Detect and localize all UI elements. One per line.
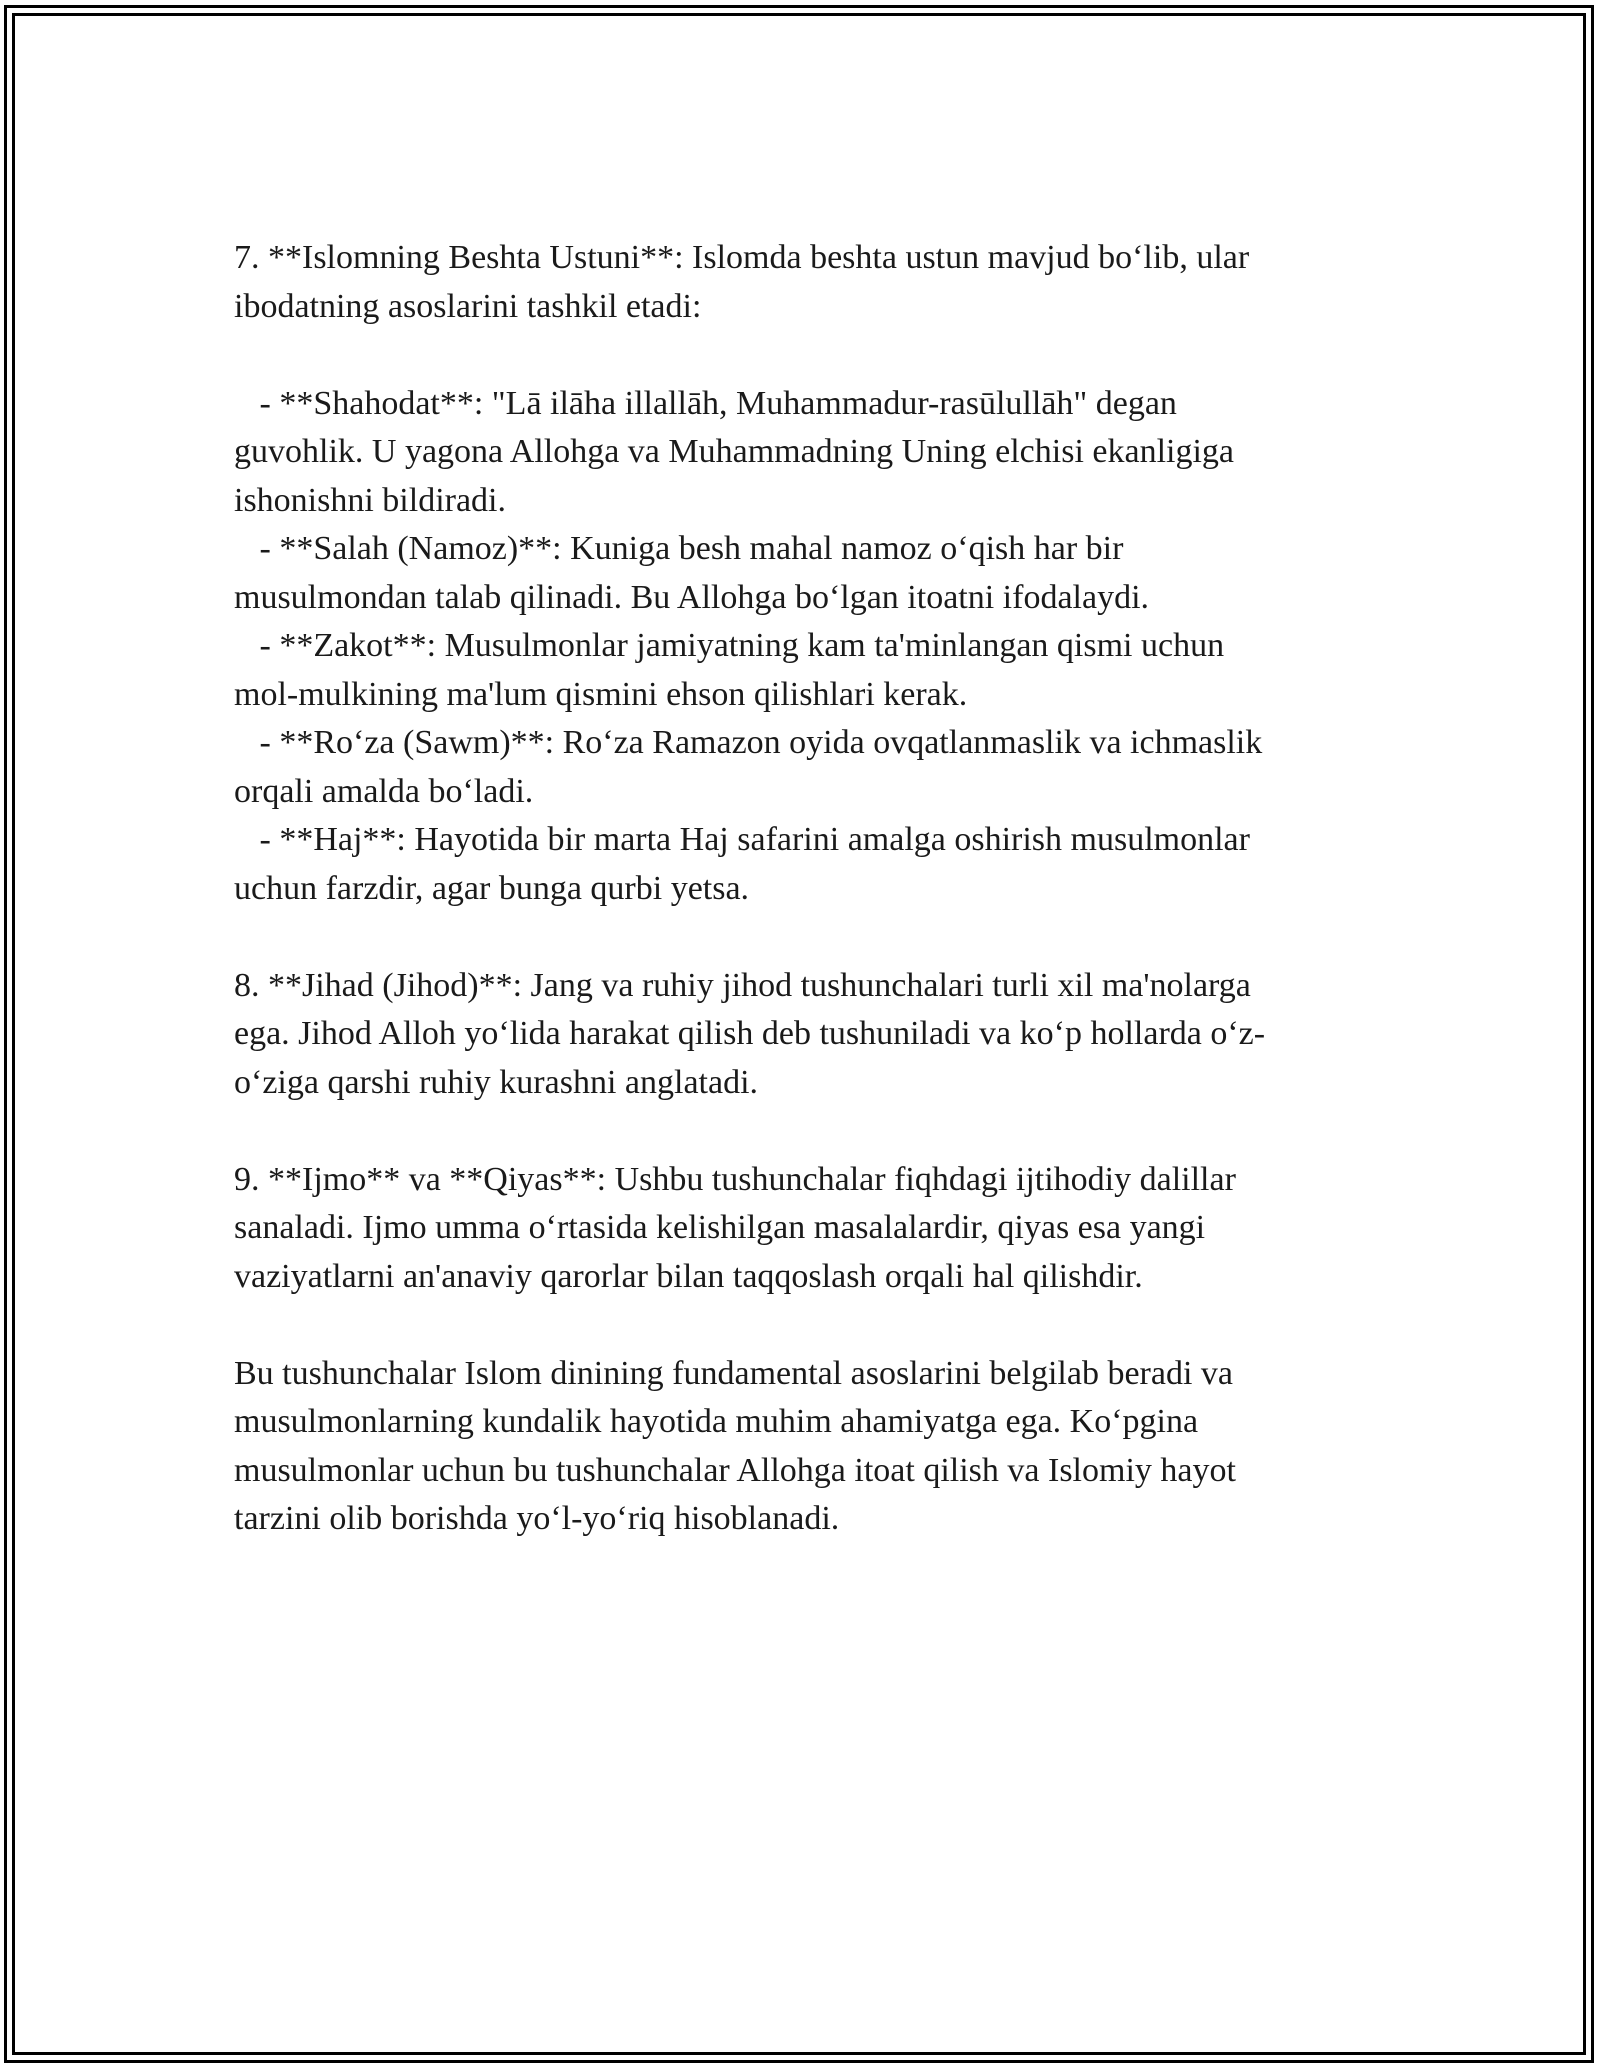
text-line: 7. **Islomning Beshta Ustuni**: Islomda beshta ustun mavjud bo‘lib, ular — [234, 239, 1250, 276]
text-line: tarzini olib borishda yo‘l-yo‘riq hisoblanadi. — [234, 1500, 840, 1537]
document-body — [234, 234, 1364, 1544]
list-item-shahodat: - **Shahodat**: "Lā ilāha illallāh, Muhammadur-rasūlullāh" degan — [234, 384, 1177, 422]
list-item-zakot: - **Zakot**: Musulmonlar jamiyatning kam ta'minlangan qismi uchun — [234, 627, 1225, 664]
blank-line — [234, 913, 1364, 962]
blank-line — [234, 1107, 1364, 1156]
list-item-salah: - **Salah (Namoz)**: Kuniga besh mahal namoz o‘qish har bir — [234, 530, 1124, 567]
text-line: sanaladi. Ijmo umma o‘rtasida kelishilgan masalalardir, qiyas esa yangi — [234, 1209, 1206, 1246]
text-line: vaziyatlarni an'anaviy qarorlar bilan taqqoslash orqali hal qilishdir. — [234, 1257, 1143, 1295]
section-ijmo-qiyas: 9. **Ijmo** va **Qiyas**: Ushbu tushunchalar fiqhdagi ijtihodiy dalillar — [234, 1160, 1236, 1198]
text-line: ibodatning asoslarini tashkil etadi: — [234, 287, 702, 325]
text-line: guvohlik. U yagona Allohga va Muhammadning Uning elchisi ekanligiga — [234, 433, 1234, 470]
text-line: mol-mulkining ma'lum qismini ehson qilishlari kerak. — [234, 675, 968, 713]
section-jihad: 8. **Jihad (Jihod)**: Jang va ruhiy jihod tushunchalari turli xil ma'nolarga — [234, 966, 1251, 1004]
text-line: musulmondan talab qilinadi. Bu Allohga bo‘lgan itoatni ifodalaydi. — [234, 578, 1150, 616]
text-line: ega. Jihod Alloh yo‘lida harakat qilish deb tushuniladi va ko‘p hollarda o‘z- — [234, 1015, 1266, 1052]
blank-line — [234, 331, 1364, 380]
text-line: orqali amalda bo‘ladi. — [234, 772, 534, 810]
blank-line — [234, 1301, 1364, 1350]
text-line: musulmonlarning kundalik hayotida muhim ahamiyatga ega. Ko‘pgina — [234, 1403, 1199, 1440]
text-line: ishonishni bildiradi. — [234, 481, 506, 519]
list-item-haj: - **Haj**: Hayotida bir marta Haj safarini amalga oshirish musulmonlar — [234, 821, 1250, 858]
list-item-roza: - **Ro‘za (Sawm)**: Ro‘za Ramazon oyida ovqatlanmaslik va ichmaslik — [234, 724, 1263, 761]
text-line: o‘ziga qarshi ruhiy kurashni anglatadi. — [234, 1063, 759, 1101]
text-line: musulmonlar uchun bu tushunchalar Allohga itoat qilish va Islomiy hayot — [234, 1451, 1236, 1489]
conclusion-paragraph: Bu tushunchalar Islom dinining fundamental asoslarini belgilab beradi va — [234, 1354, 1233, 1392]
text-line: uchun farzdir, agar bunga qurbi yetsa. — [234, 869, 750, 907]
